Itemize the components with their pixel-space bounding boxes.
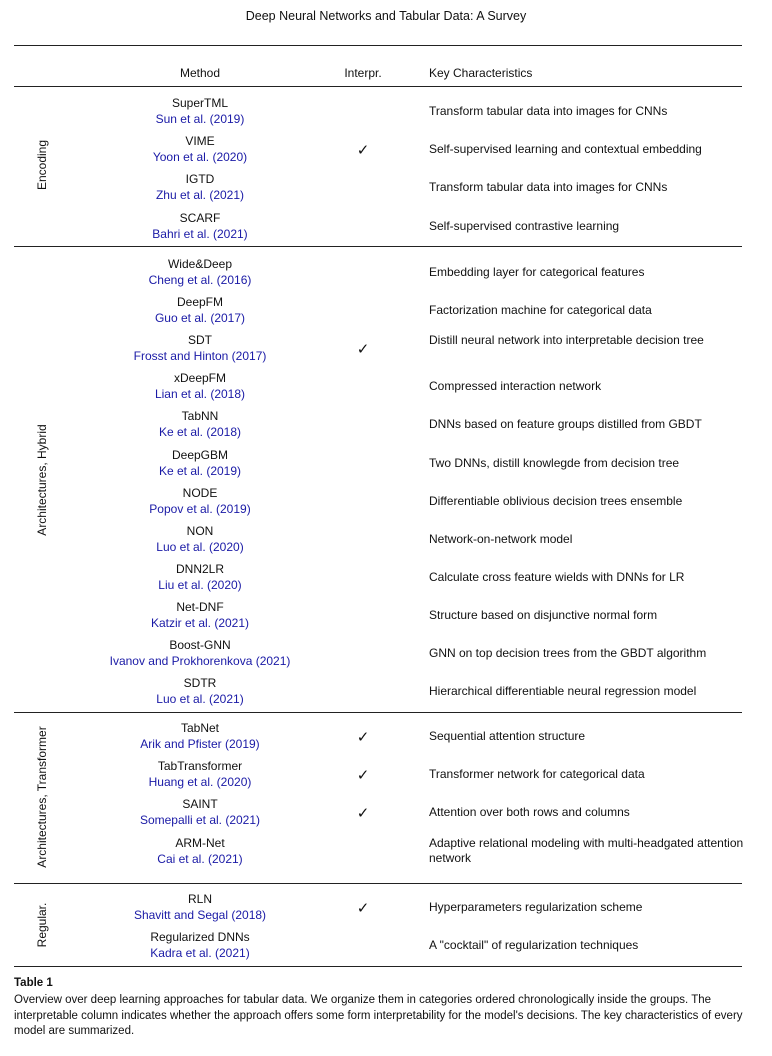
key-characteristics: Hyperparameters regularization scheme	[429, 900, 643, 914]
table-row	[0, 833, 772, 871]
top-rule	[14, 45, 742, 46]
running-title: Deep Neural Networks and Tabular Data: A Survey	[245, 9, 527, 23]
method-citation-link[interactable]: Ivanov and Prokhorenkova (2021)	[109, 654, 291, 668]
key-characteristics: DNNs based on feature groups distilled from GBDT	[429, 417, 702, 432]
group-label-text: Encoding	[35, 139, 49, 191]
method-citation-link[interactable]: Shavitt and Segal (2018)	[133, 908, 267, 922]
table-row	[0, 169, 772, 207]
method-citation-link[interactable]: Kadra et al. (2021)	[150, 946, 250, 961]
header-rule	[14, 86, 742, 87]
method-name: VIME	[185, 134, 215, 149]
key-characteristics: Distill neural network into interpretable decision tree	[429, 333, 704, 348]
method-citation-link[interactable]: Luo et al. (2020)	[156, 539, 244, 554]
interpretable-check-icon: ✓	[356, 340, 370, 359]
table-row	[0, 597, 772, 635]
key-characteristics: Two DNNs, distill knowlegde from decision tree	[429, 455, 680, 470]
key-characteristics: Adaptive relational modeling with multi-headgated attention network	[429, 835, 744, 865]
key-characteristics: Self-supervised contrastive learning	[429, 218, 620, 233]
method-citation-link[interactable]: Katzir et al. (2021)	[150, 615, 250, 630]
method-citation-link[interactable]: Luo et al. (2021)	[156, 692, 244, 707]
key-characteristics: Self-supervised learning and contextual embedding	[429, 142, 702, 157]
method-citation-link[interactable]: Huang et al. (2020)	[148, 775, 252, 790]
table-row	[0, 406, 772, 444]
method-citation-link[interactable]: Zhu et al. (2021)	[155, 188, 245, 203]
group-separator	[14, 246, 742, 247]
method-name: SAINT	[182, 797, 218, 812]
table-row	[0, 673, 772, 711]
table-row	[0, 93, 772, 131]
method-name: SCARF	[179, 210, 221, 225]
table-row	[0, 368, 772, 406]
table-row	[0, 718, 772, 756]
method-name: DNN2LR	[175, 561, 224, 576]
method-name: TabTransformer	[157, 759, 243, 774]
key-characteristics: Transformer network for categorical data	[429, 767, 645, 782]
key-characteristics: Embedding layer for categorical features	[429, 265, 645, 279]
method-name: NODE	[182, 485, 218, 500]
key-characteristics: Sequential attention structure	[429, 729, 586, 743]
interpretable-check-icon: ✓	[356, 728, 370, 746]
method-name: SDT	[188, 333, 212, 348]
table-row	[0, 330, 772, 368]
group-label-text: Architectures, Hybrid	[35, 424, 49, 536]
method-name: ARM-Net	[175, 835, 225, 850]
interpretable-check-icon: ✓	[356, 899, 370, 917]
key-characteristics: GNN on top decision trees from the GBDT algorithm	[429, 646, 707, 660]
method-name: SuperTML	[171, 96, 229, 110]
method-name: NON	[186, 523, 214, 538]
method-name: IGTD	[185, 172, 215, 187]
key-characteristics: Attention over both rows and columns	[429, 805, 630, 820]
method-citation-link[interactable]: Cai et al. (2021)	[157, 851, 243, 866]
table-row	[0, 445, 772, 483]
bottom-rule	[14, 966, 742, 967]
method-citation-link[interactable]: Popov et al. (2019)	[149, 501, 251, 516]
table-row	[0, 756, 772, 794]
method-name: TabNet	[180, 721, 220, 735]
key-characteristics: Structure based on disjunctive normal form	[429, 607, 658, 622]
method-name: SDTR	[183, 676, 217, 691]
column-header-key-characteristics: Key Characteristics	[429, 66, 533, 80]
table-row	[0, 635, 772, 673]
method-name: DeepGBM	[171, 447, 229, 462]
method-citation-link[interactable]: Yoon et al. (2020)	[152, 150, 248, 165]
column-header-method: Method	[179, 66, 221, 80]
group-label-text: Architectures, Transformer	[35, 726, 49, 868]
method-name: RLN	[187, 892, 212, 906]
method-name: Net-DNF	[176, 599, 224, 614]
method-citation-link[interactable]: Somepalli et al. (2021)	[139, 813, 261, 828]
table-row	[0, 254, 772, 292]
method-name: DeepFM	[176, 295, 223, 310]
method-citation-link[interactable]: Lian et al. (2018)	[154, 387, 246, 402]
key-characteristics: Hierarchical differentiable neural regression model	[429, 684, 697, 699]
caption-title: Table 1	[14, 977, 53, 989]
method-citation-link[interactable]: Sun et al. (2019)	[155, 112, 245, 126]
column-header-interpretable: Interpr.	[344, 66, 382, 80]
group-separator	[14, 883, 742, 884]
interpretable-check-icon: ✓	[356, 141, 370, 160]
table-row	[0, 483, 772, 521]
key-characteristics: Calculate cross feature wields with DNNs for LR	[429, 569, 685, 584]
key-characteristics: Transform tabular data into images for CNNs	[429, 180, 668, 195]
interpretable-check-icon: ✓	[356, 766, 370, 785]
key-characteristics: Transform tabular data into images for CNNs	[429, 104, 668, 118]
method-name: Wide&Deep	[167, 257, 233, 271]
method-name: TabNN	[181, 409, 219, 424]
method-name: Boost-GNN	[169, 638, 231, 652]
key-characteristics: Differentiable oblivious decision trees ensemble	[429, 493, 683, 508]
group-label-text: Regular.	[35, 902, 49, 948]
interpretable-check-icon: ✓	[356, 804, 370, 823]
method-citation-link[interactable]: Bahri et al. (2021)	[152, 226, 248, 241]
key-characteristics: A "cocktail" of regularization techniques	[429, 938, 639, 953]
method-citation-link[interactable]: Liu et al. (2020)	[158, 577, 242, 592]
method-citation-link[interactable]: Arik and Pfister (2019)	[140, 737, 260, 751]
caption-text: Overview over deep learning approaches for tabular data. We organize them in categories ordered chronologically inside the groups. The interpretable column indicates whether the approach offers some form interpretability for the model's decisions. The key characteristics of every model are summarized.	[14, 994, 743, 1037]
table-row	[0, 521, 772, 559]
table-row	[0, 794, 772, 832]
table-row	[0, 131, 772, 169]
table-row	[0, 889, 772, 927]
method-citation-link[interactable]: Ke et al. (2019)	[158, 463, 242, 478]
table-row	[0, 559, 772, 597]
key-characteristics: Factorization machine for categorical data	[429, 303, 652, 318]
table-row	[0, 208, 772, 246]
key-characteristics: Network-on-network model	[429, 531, 573, 546]
method-citation-link[interactable]: Cheng et al. (2016)	[148, 273, 252, 287]
method-citation-link[interactable]: Ke et al. (2018)	[158, 425, 242, 440]
group-separator	[14, 712, 742, 713]
table-row	[0, 292, 772, 330]
table-row	[0, 927, 772, 965]
method-name: Regularized DNNs	[150, 930, 250, 945]
method-citation-link[interactable]: Frosst and Hinton (2017)	[133, 349, 267, 364]
key-characteristics: Compressed interaction network	[429, 379, 602, 394]
method-name: xDeepFM	[173, 371, 226, 386]
method-citation-link[interactable]: Guo et al. (2017)	[154, 311, 246, 326]
